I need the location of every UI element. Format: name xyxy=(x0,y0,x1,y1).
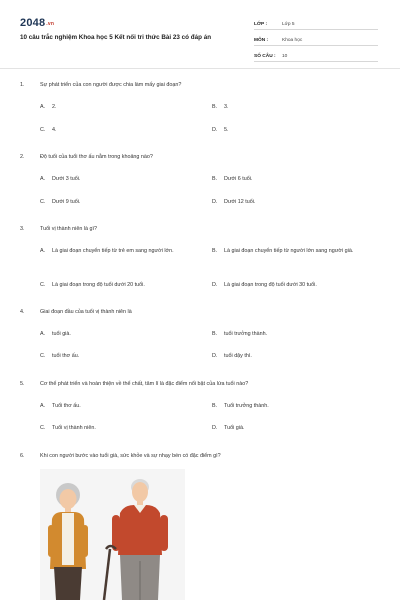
info-value-grade: Lớp 5 xyxy=(282,22,295,27)
option-2b[interactable]: B. Dưới 6 tuổi. xyxy=(212,176,253,182)
info-row-grade xyxy=(254,16,378,30)
document-title: 10 câu trắc nghiệm Khoa học 5 Kết nối tri thức Bài 23 có đáp án xyxy=(20,34,212,41)
option-5a[interactable]: A. Tuổi thơ ấu. xyxy=(40,403,81,409)
question-text: Sự phát triển của con người được chia làm mấy giai đoạn? xyxy=(40,82,182,88)
info-panel xyxy=(254,16,378,64)
header-divider xyxy=(0,68,400,69)
elderly-couple-illustration xyxy=(40,469,185,600)
option-5d[interactable]: D. Tuổi già. xyxy=(212,425,245,431)
option-3b[interactable]: B. Là giai đoạn chuyển tiếp từ người lớn sang người già. xyxy=(212,248,354,254)
site-logo[interactable] xyxy=(20,17,54,29)
option-3d[interactable]: D. Là giai đoạn trong độ tuổi dưới 30 tuổi. xyxy=(212,282,317,288)
question-1 xyxy=(20,81,385,89)
question-text: Tuổi vị thành niên là gì? xyxy=(40,226,98,232)
option-1b[interactable]: B. 3. xyxy=(212,104,229,110)
option-1d[interactable]: D. 5. xyxy=(212,127,229,133)
info-label-subject: MÔN : xyxy=(254,38,269,43)
question-2 xyxy=(20,153,385,161)
option-2a[interactable]: A. Dưới 3 tuổi. xyxy=(40,176,81,182)
question-text: Giai đoạn đầu của tuổi vị thành niên là xyxy=(40,309,132,315)
logo-main: 2048 xyxy=(20,17,46,29)
info-label-grade: LỚP : xyxy=(254,22,268,27)
question-4 xyxy=(20,308,385,316)
question-6 xyxy=(20,452,385,460)
option-2d[interactable]: D. Dưới 12 tuổi. xyxy=(212,199,256,205)
question-number: 4. xyxy=(20,309,25,315)
info-value-subject: Khoa học xyxy=(282,38,303,43)
question-text: Cơ thể phát triển và hoàn thiện về thể chất, tâm lí là đặc điểm nổi bật của lứa tuổi nào? xyxy=(40,381,249,387)
option-4d[interactable]: D. tuổi dậy thì. xyxy=(212,353,252,359)
question-number: 6. xyxy=(20,453,25,459)
info-label-count: SỐ CÂU : xyxy=(254,54,276,59)
question-text: Khi con người bước vào tuổi già, sức khỏe và sự nhạy bén có đặc điểm gì? xyxy=(40,453,221,459)
option-5c[interactable]: C. Tuổi vị thành niên. xyxy=(40,425,96,431)
option-5b[interactable]: B. Tuổi trưởng thành. xyxy=(212,403,269,409)
question-number: 1. xyxy=(20,82,25,88)
option-3a[interactable]: A. Là giai đoạn chuyển tiếp từ trẻ em sang người lớn. xyxy=(40,248,174,254)
question-3 xyxy=(20,225,385,233)
info-row-count xyxy=(254,48,378,62)
option-4c[interactable]: C. tuổi thơ ấu. xyxy=(40,353,80,359)
info-row-subject xyxy=(254,32,378,46)
option-1a[interactable]: A. 2. xyxy=(40,104,57,110)
option-4a[interactable]: A. tuổi già. xyxy=(40,331,71,337)
info-value-count: 10 xyxy=(282,54,288,59)
logo-suffix: .vn xyxy=(46,21,55,27)
option-2c[interactable]: C. Dưới 9 tuổi. xyxy=(40,199,81,205)
question-number: 5. xyxy=(20,381,25,387)
option-4b[interactable]: B. tuổi trưởng thành. xyxy=(212,331,268,337)
option-1c[interactable]: C. 4. xyxy=(40,127,57,133)
question-number: 3. xyxy=(20,226,25,232)
question-number: 2. xyxy=(20,154,25,160)
elderly-couple-icon xyxy=(40,469,185,600)
question-5 xyxy=(20,380,385,388)
question-text: Độ tuổi của tuổi thơ ấu nằm trong khoảng nào? xyxy=(40,154,153,160)
option-3c[interactable]: C. Là giai đoạn trong độ tuổi dưới 20 tuổi. xyxy=(40,282,145,288)
